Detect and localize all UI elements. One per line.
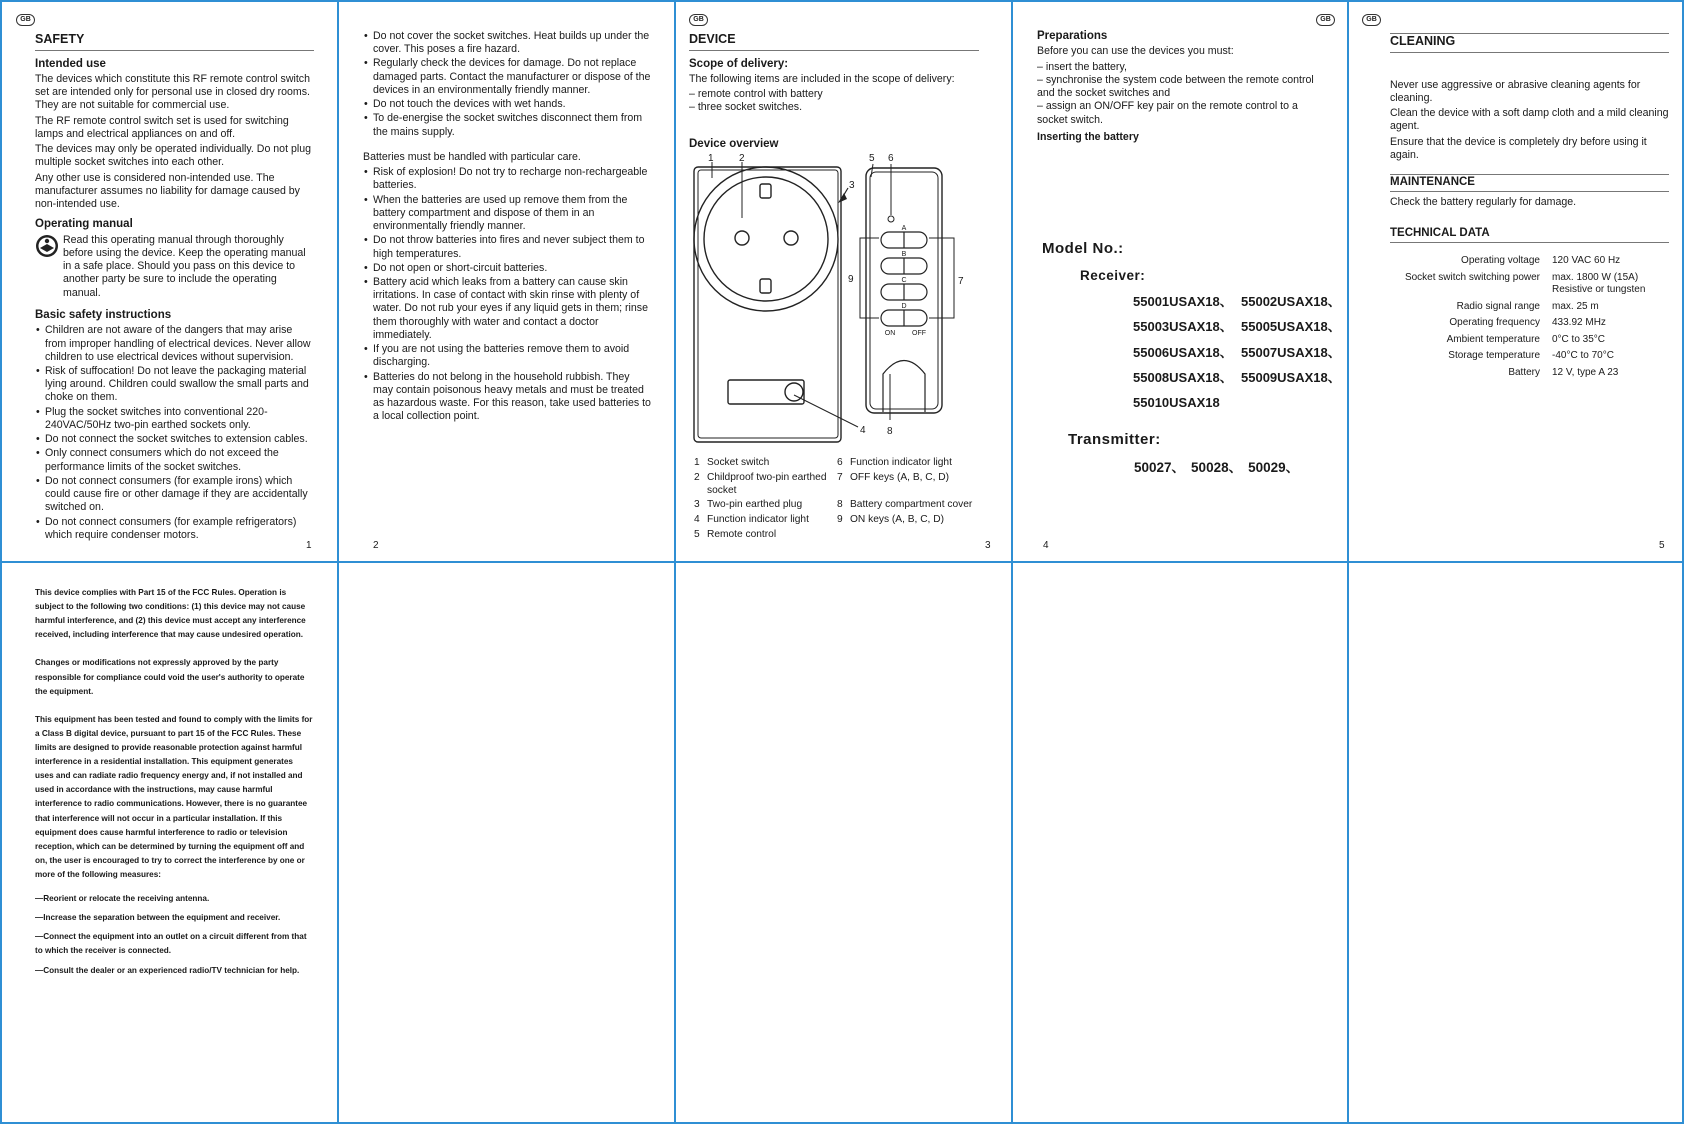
model-label: Model No.:	[1042, 240, 1124, 257]
list-item: – assign an ON/OFF key pair on the remote control to a socket switch.	[1037, 100, 1298, 126]
model-number: 50029、	[1248, 460, 1300, 475]
transmitter-models	[1134, 460, 1299, 477]
tech-value: 433.92 MHz	[1552, 317, 1606, 329]
receiver-label: Receiver:	[1080, 268, 1146, 283]
manual-text: Read this operating manual through thoroughly before using the device. Keep the operating manual in a safe place. Should you pass on this device to another party be sure to include the operating manual.	[63, 233, 306, 299]
off-label: OFF	[912, 330, 926, 337]
callout-label: 7	[958, 276, 964, 287]
tech-value: 120 VAC 60 Hz	[1552, 255, 1621, 267]
tech-key: Ambient temperature	[1446, 333, 1540, 345]
prep-steps	[1037, 61, 1322, 127]
list-item: • Risk of explosion! Do not try to recharge non-rechargeable batteries.	[373, 166, 651, 192]
list-item: • Do not cover the socket switches. Heat builds up under the cover. This poses a fire hazard.	[373, 30, 651, 56]
cleaning-para: Never use aggressive or abrasive cleaning agents for cleaning.	[1390, 78, 1641, 104]
battery-list	[363, 166, 651, 423]
section-title-cleaning: CLEANING	[1390, 33, 1669, 53]
section-title-maintenance: MAINTENANCE	[1390, 174, 1669, 192]
callout-label: 3	[849, 180, 855, 191]
gb-badge: GB	[689, 14, 708, 26]
list-item: • Do not connect consumers (for example irons) which could cause fire or other damage if they are accidentally switched on.	[45, 475, 314, 515]
callout-label: 4	[860, 425, 866, 436]
page-number: 3	[985, 540, 991, 551]
page-1-safety	[2, 2, 337, 561]
callout-label: 9	[848, 274, 854, 285]
intended-para: The RF remote control switch set is used for switching lamps and electrical appliances on and off.	[35, 114, 289, 140]
section-title-device: DEVICE	[689, 32, 979, 51]
cleaning-para: Ensure that the device is completely dry before using it again.	[1390, 135, 1647, 161]
basic-safety-list	[35, 324, 314, 542]
heading-intended-use: Intended use	[35, 57, 106, 70]
page-number: 5	[1659, 540, 1665, 551]
gb-badge: GB	[16, 14, 35, 26]
heading-scope: Scope of delivery:	[689, 57, 789, 70]
list-item: • Regularly check the devices for damage. Do not replace damaged parts. Contact the manufacturer or dispose of the devices in an environmentally friendly manner.	[373, 57, 651, 97]
heading-device-overview: Device overview	[689, 137, 779, 150]
list-item: – insert the battery,	[1037, 60, 1127, 73]
tech-value: 12 V, type A 23	[1552, 366, 1619, 378]
model-number: 50027、	[1134, 460, 1186, 475]
list-item: • Do not touch the devices with wet hands.	[373, 98, 651, 111]
model-number: 55006USAX18、	[1133, 344, 1233, 360]
model-number: 55010USAX18	[1133, 395, 1220, 410]
model-number: 55009USAX18、	[1241, 369, 1341, 385]
legend-item: 7 OFF keys (A, B, C, D)	[837, 471, 950, 483]
callout-label: 6	[888, 153, 894, 164]
legend-item: 2 Childproof two-pin earthed socket	[694, 471, 827, 496]
list-item: • Do not throw batteries into fires and never subject them to high temperatures.	[373, 234, 651, 260]
manual-note	[35, 234, 314, 302]
fcc-measure: —Increase the separation between the equipment and receiver.	[35, 913, 281, 923]
tech-value: max. 25 m	[1552, 300, 1599, 312]
tech-key: Socket switch switching power	[1404, 271, 1540, 283]
page-6-fcc	[2, 563, 337, 1122]
read-manual-icon	[35, 234, 59, 258]
section-title-technical-data: TECHNICAL DATA	[1390, 226, 1669, 243]
fcc-para: Changes or modifications not expressly approved by the party responsible for compliance could void the user's authority to operate the equipment.	[35, 658, 305, 696]
intended-para: Any other use is considered non-intended use. The manufacturer assumes no liability for damage caused by non-intended use.	[35, 171, 300, 211]
fcc-content	[35, 586, 313, 983]
transmitter-label: Transmitter:	[1068, 431, 1161, 448]
key-letter: C	[901, 277, 907, 284]
model-number: 50028、	[1191, 460, 1243, 475]
tech-key: Storage temperature	[1448, 350, 1540, 362]
legend-item: 4 Function indicator light	[694, 514, 809, 525]
tech-key: Operating voltage	[1461, 255, 1540, 267]
maintenance-text: Check the battery regularly for damage.	[1390, 196, 1577, 209]
intended-para: The devices which constitute this RF remote control switch set are intended only for personal use in closed dry rooms. They are not suitable for commercial use.	[35, 73, 310, 112]
list-item: • Risk of suffocation! Do not leave the packaging material lying around. Children could swallow the small parts and choke on them.	[45, 365, 314, 405]
page-3-device	[676, 2, 1011, 561]
model-number: 55008USAX18、	[1133, 369, 1233, 385]
model-number: 55005USAX18、	[1241, 319, 1341, 335]
list-item: • Battery acid which leaks from a battery can cause skin irritations. In case of contact with skin rinse with plenty of water. Do not rub your eyes if any liquid gets in them; rinse them thoroughly with water and contact a doctor immediately.	[373, 276, 651, 342]
model-number: 55007USAX18、	[1241, 344, 1341, 360]
section-title-safety: SAFETY	[35, 32, 314, 51]
page-5-cleaning	[1349, 2, 1682, 561]
tech-value: -40°C to 70°C	[1552, 350, 1614, 362]
list-item: • Do not connect the socket switches to extension cables.	[45, 433, 314, 446]
list-item: • Only connect consumers which do not exceed the performance limits of the socket switches.	[45, 447, 314, 473]
list-item: • Plug the socket switches into conventional 220-240VAC/50Hz two-pin earthed sockets only.	[45, 406, 314, 432]
list-item: • To de-energise the socket switches disconnect them from the mains supply.	[373, 112, 651, 138]
legend-item: 8 Battery compartment cover	[837, 499, 973, 511]
page-4-preparations	[1013, 2, 1347, 561]
fcc-measure: —Consult the dealer or an experienced radio/TV technician for help.	[35, 965, 300, 975]
list-item: – synchronise the system code between the remote control and the socket switches and	[1037, 73, 1314, 100]
list-item: – three socket switches.	[689, 101, 803, 114]
callout-label: 2	[739, 153, 745, 164]
page-5-content	[1390, 33, 1669, 379]
legend-item: 1 Socket switch	[694, 457, 770, 468]
legend-item: 3 Two-pin earthed plug	[694, 499, 803, 511]
fcc-para: This equipment has been tested and found to comply with the limits for a Class B digital device, pursuant to part 15 of the FCC Rules. These limits are designed to provide reasonable protection against harmful interference in a residential installation. This equipment generates uses and can radiate radio frequency energy and, if not installed and used in accordance with the instructions, may cause harmful interference to radio communications. However, there is no guarantee that interference will not occur in a particular installation. If this equipment does cause harmful interference to radio or television reception, which can be determined by turning the equipment off and on, the user is encouraged to try to correct the interference by one or more of the following measures:	[35, 714, 313, 879]
key-letter: B	[901, 251, 907, 258]
gb-badge: GB	[1316, 14, 1335, 26]
list-item: • Do not open or short-circuit batteries.	[373, 262, 651, 275]
gb-badge: GB	[1362, 14, 1381, 26]
legend-item: 9 ON keys (A, B, C, D)	[837, 514, 944, 525]
model-number: 55001USAX18、	[1133, 294, 1233, 309]
heading-basic-safety: Basic safety instructions	[35, 308, 172, 321]
page-number: 4	[1043, 540, 1049, 551]
list-item: • Do not connect consumers (for example refrigerators) which require condenser motors.	[45, 516, 314, 542]
list-item: • Children are not aware of the dangers that may arise from improper handling of electrical devices. Never allow children to use electrical devices without supervision.	[45, 324, 314, 364]
cleaning-para: Clean the device with a soft damp cloth and a mild cleaning agent.	[1390, 107, 1669, 133]
callout-label: 1	[708, 153, 714, 164]
fcc-measure: —Reorient or relocate the receiving antenna.	[35, 894, 210, 904]
heading-preparations: Preparations	[1037, 30, 1108, 42]
model-number: 55002USAX18、	[1241, 294, 1341, 309]
page-2-content	[363, 30, 651, 425]
device-diagram	[676, 2, 1011, 452]
receiver-models	[1133, 294, 1343, 411]
key-letter: D	[901, 303, 907, 310]
tech-key: Radio signal range	[1456, 300, 1540, 312]
page-2-safety-cont	[339, 2, 674, 561]
on-label: ON	[884, 330, 896, 337]
tech-key: Operating frequency	[1449, 317, 1540, 329]
fcc-measure: —Connect the equipment into an outlet on a circuit different from that to which the receiver is connected.	[35, 932, 307, 956]
fcc-para: This device complies with Part 15 of the FCC Rules. Operation is subject to the following two conditions: (1) this device may not cause harmful interference, and (2) this device must accept any interference received, including interference that may cause undesired operation.	[35, 588, 306, 640]
heading-inserting-battery: Inserting the battery	[1037, 130, 1139, 143]
callout-label: 5	[869, 153, 875, 164]
heading-operating-manual: Operating manual	[35, 218, 133, 231]
list-item: – remote control with battery	[689, 88, 823, 101]
callout-label: 8	[887, 426, 893, 437]
page-4-content	[1037, 29, 1322, 146]
list-item: • Batteries do not belong in the household rubbish. They may contain poisonous heavy metals and must be treated as hazardous waste. For this reason, take used batteries to a local collection point.	[373, 371, 651, 424]
scope-intro: The following items are included in the scope of delivery:	[689, 73, 955, 85]
prep-intro: Before you can use the devices you must:	[1037, 45, 1234, 58]
device-legend	[694, 457, 974, 544]
tech-value: 0°C to 35°C	[1552, 333, 1606, 345]
battery-intro: Batteries must be handled with particular care.	[363, 150, 581, 163]
model-number: 55003USAX18、	[1133, 319, 1233, 335]
list-item: • When the batteries are used up remove them from the battery compartment and dispose of them in an environmentally friendly manner.	[373, 194, 651, 234]
tech-value: max. 1800 W (15A) Resistive or tungsten	[1552, 271, 1646, 296]
key-letter: A	[901, 225, 907, 232]
technical-data-table	[1390, 255, 1669, 379]
intended-para: The devices may only be operated individually. Do not plug multiple socket switches into each other.	[35, 143, 311, 169]
list-item: • If you are not using the batteries remove them to avoid discharging.	[373, 343, 651, 369]
page-number: 2	[373, 540, 379, 551]
page-1-content	[35, 32, 314, 543]
page-number: 1	[306, 540, 312, 551]
tech-key: Battery	[1508, 366, 1540, 378]
legend-item: 5 Remote control	[694, 528, 777, 540]
legend-item: 6 Function indicator light	[837, 457, 952, 468]
safety-list-a	[363, 30, 651, 139]
